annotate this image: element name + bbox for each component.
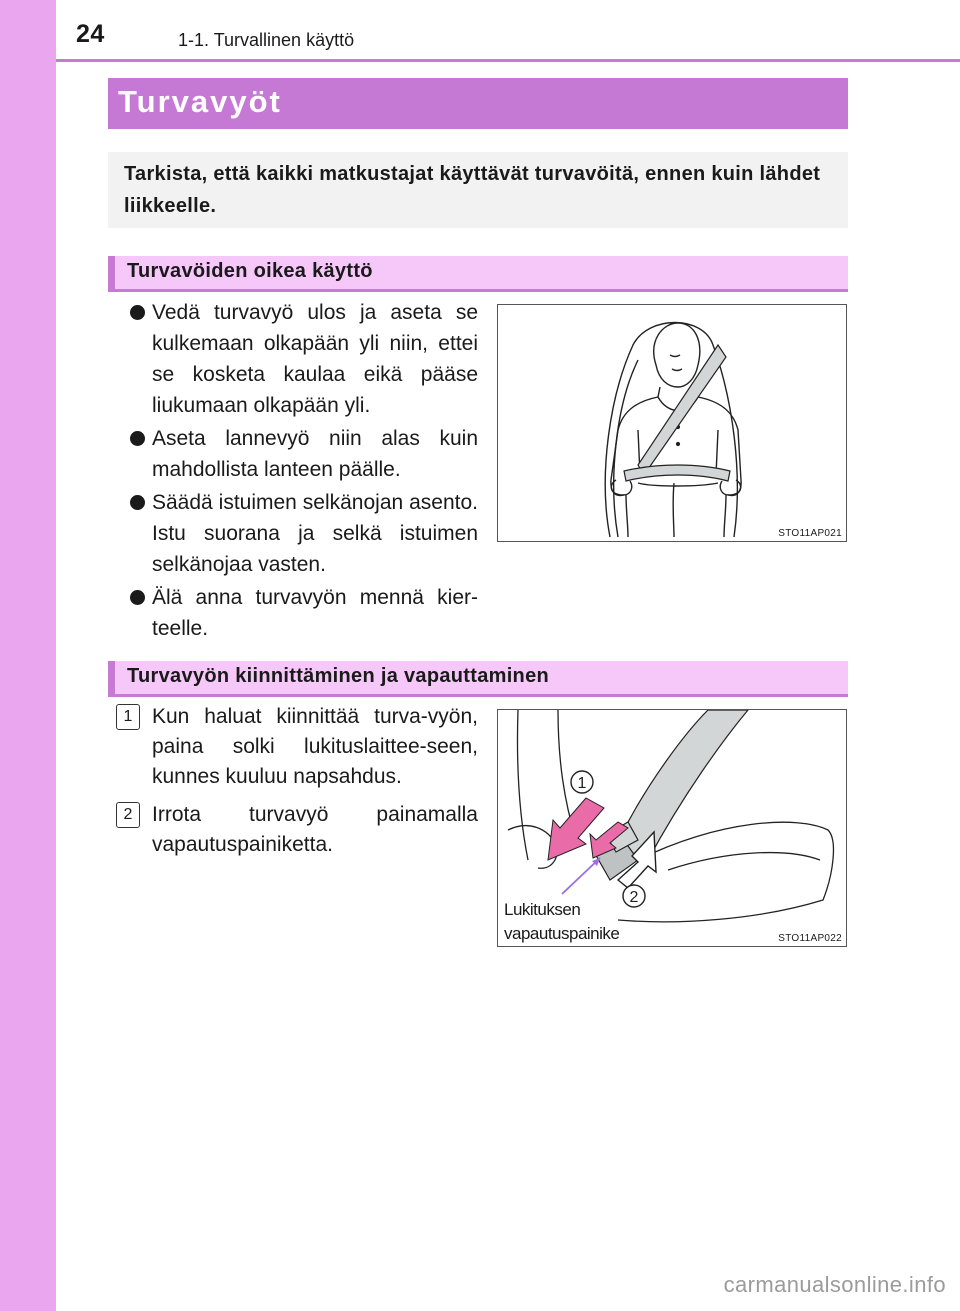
step-number: 1 [116,704,140,730]
bullet-list [130,297,478,646]
step-text: Kun haluat kiinnittää turva-vyön, paina solki lukituslaittee-seen, kunnes kuuluu napsahdus. [152,705,478,788]
chapter-side-tab [0,0,56,1311]
list-item [116,800,478,860]
callout-1: 1 [577,775,587,792]
section-heading-fasten-release: Turvavyön kiinnittäminen ja vapauttaminen [108,661,848,697]
page-number: 24 [76,20,105,48]
list-item [116,702,478,792]
list-item: Aseta lannevyö niin alas kuin mahdollista lanteen päälle. [130,423,478,485]
label-line: Lukituksen [504,900,581,919]
watermark: carmanualsonline.info [723,1272,946,1297]
seated-person-illustration [498,305,848,543]
figure-buckle [497,709,847,947]
release-button-label [504,898,619,946]
section-heading-correct-use: Turvavöiden oikea käyttö [108,256,848,292]
header-divider [56,59,960,62]
list-item: Vedä turvavyö ulos ja aseta se kulkemaan olkapään yli niin, ettei se kosketa kaulaa eikä pääse liukumaan olkapään yli. [130,297,478,421]
intro-text: Tarkista, että kaikki matkustajat käyttävät turvavöitä, ennen kuin lähdet liikkeelle. [108,152,848,228]
step-number: 2 [116,802,140,828]
list-item: Säädä istuimen selkänojan asento. Istu suorana ja selkä istuimen selkänojaa vasten. [130,487,478,580]
callout-2: 2 [629,889,639,906]
step-list [116,702,478,868]
figure-code: STO11AP021 [778,528,842,539]
step-text: Irrota turvavyö painamalla vapautuspainiketta. [152,803,478,856]
list-item: Älä anna turvavyön mennä kier-teelle. [130,582,478,644]
page-title: Turvavyöt [108,78,848,129]
section-breadcrumb: 1-1. Turvallinen käyttö [178,30,355,50]
figure-seated-person-belt [497,304,847,542]
label-line: vapautuspainike [504,924,620,943]
figure-code: STO11AP022 [778,933,842,944]
